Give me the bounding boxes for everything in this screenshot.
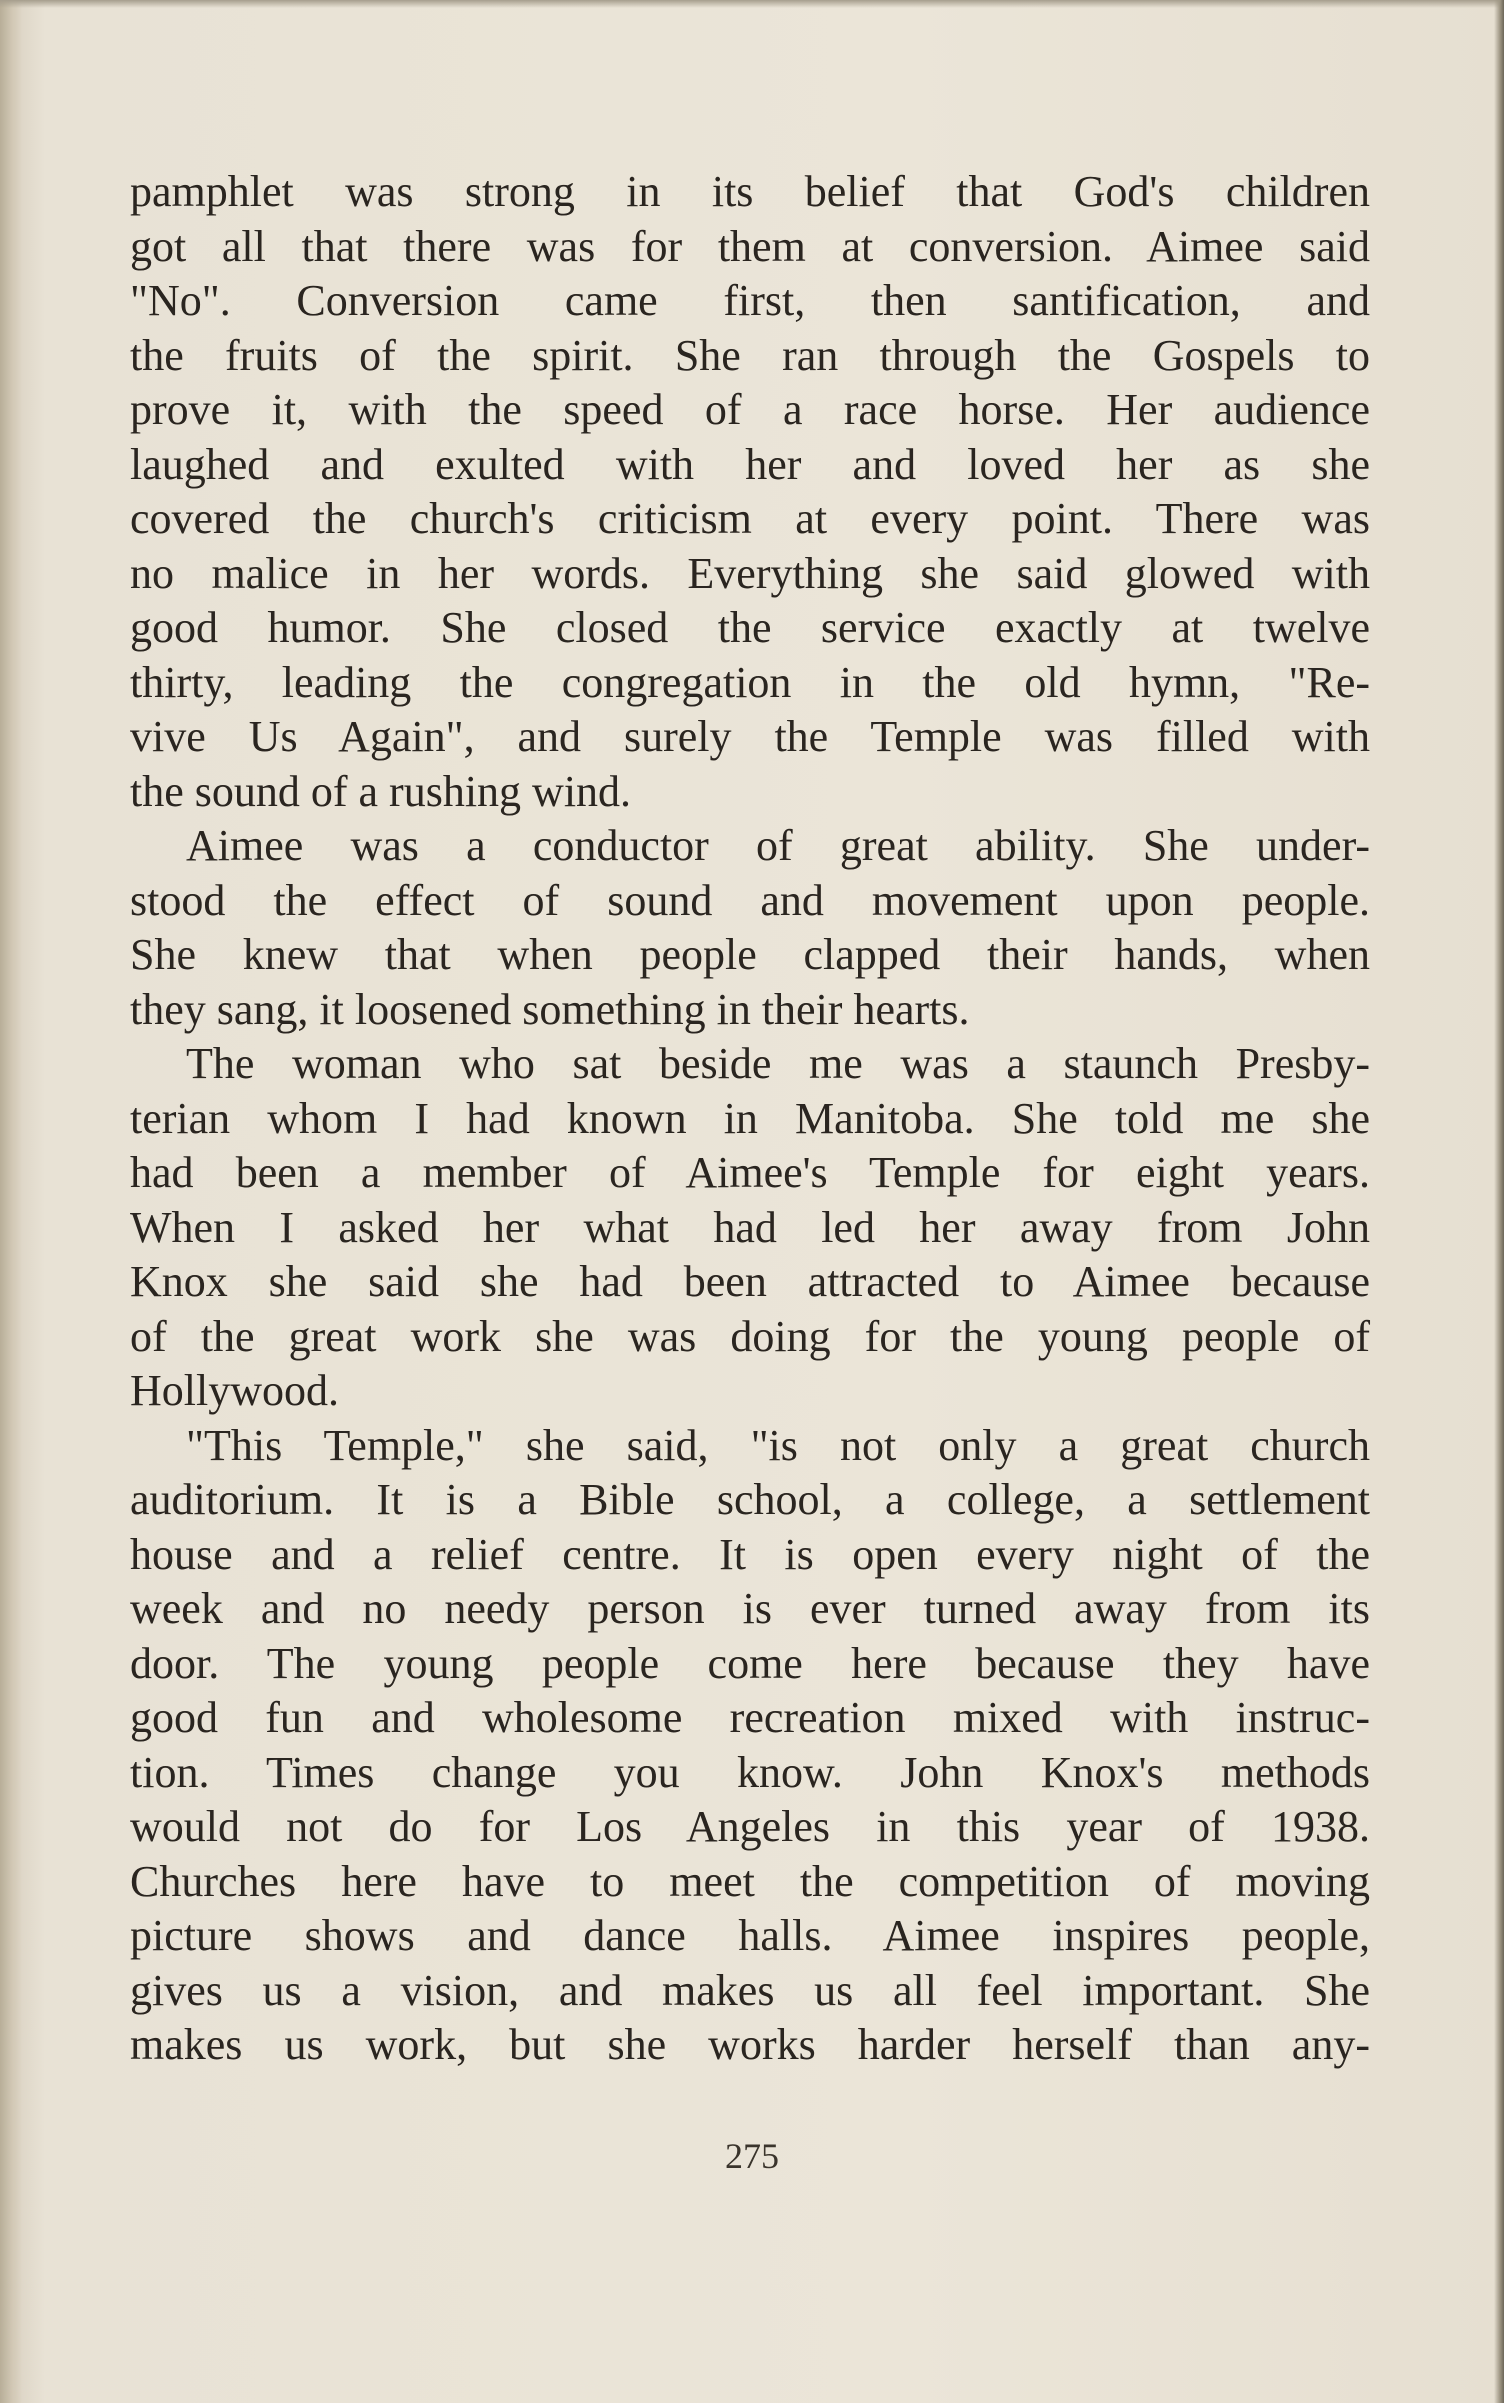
text-line: When I asked her what had led her away from John [130,1202,1370,1252]
text-line: got all that there was for them at conversion. Aimee said [130,221,1370,271]
text-line: the sound of a rushing wind. [130,766,632,816]
text-line: the fruits of the spirit. She ran through the Gospels to [130,330,1370,380]
text-line: house and a relief centre. It is open every night of the [130,1529,1370,1579]
text-line: makes us work, but she works harder herself than any- [130,2020,1370,2069]
text-line: had been a member of Aimee's Temple for eight years. [130,1148,1370,1197]
text-line: terian whom I had known in Manitoba. She told me she [130,1093,1370,1143]
text-line: picture shows and dance halls. Aimee inspires people, [130,1911,1370,1960]
text-line: of the great work she was doing for the young people of [130,1311,1370,1361]
text-line: covered the church's criticism at every point. There was [130,494,1370,543]
spine-shadow [0,0,22,2403]
text-line: would not do for Los Angeles in this year of 1938. [130,1802,1370,1851]
text-line: "No". Conversion came first, then santification, and [130,276,1370,325]
page-number: 275 [725,2136,779,2176]
text-line: no malice in her words. Everything she said glowed with [130,548,1370,598]
top-edge-shadow [0,0,1504,8]
text-line: Hollywood. [130,1366,339,1415]
text-line: laughed and exulted with her and loved her as she [130,439,1370,489]
text-line: She knew that when people clapped their hands, when [130,930,1370,979]
text-line: good fun and wholesome recreation mixed with instruc- [130,1693,1370,1742]
text-line: prove it, with the speed of a race horse. Her audience [130,385,1370,434]
text-line: tion. Times change you know. John Knox's methods [130,1747,1370,1797]
text-line: vive Us Again", and surely the Temple was filled with [130,712,1370,761]
text-line: gives us a vision, and makes us all feel important. She [130,1965,1370,2015]
text-line: The woman who sat beside me was a staunch Presby- [186,1039,1370,1088]
text-line: stood the effect of sound and movement upon people. [130,875,1370,925]
text-line: they sang, it loosened something in their hearts. [130,984,970,1034]
text-line: week and no needy person is ever turned away from its [130,1584,1370,1633]
text-line: thirty, leading the congregation in the old hymn, "Re- [130,657,1370,707]
text-line: auditorium. It is a Bible school, a college, a settlement [130,1475,1370,1524]
text-line: door. The young people come here because they have [130,1638,1370,1688]
text-line: good humor. She closed the service exactly at twelve [130,603,1370,652]
text-line: Churches here have to meet the competition of moving [130,1856,1370,1906]
text-line: Knox she said she had been attracted to Aimee because [130,1257,1370,1306]
body-text [130,165,1370,2073]
right-edge-shadow [1494,0,1504,2403]
text-line: Aimee was a conductor of great ability. She under- [186,821,1370,870]
text-line: "This Temple," she said, "is not only a great church [186,1420,1370,1470]
text-line: pamphlet was strong in its belief that God's children [130,167,1370,216]
